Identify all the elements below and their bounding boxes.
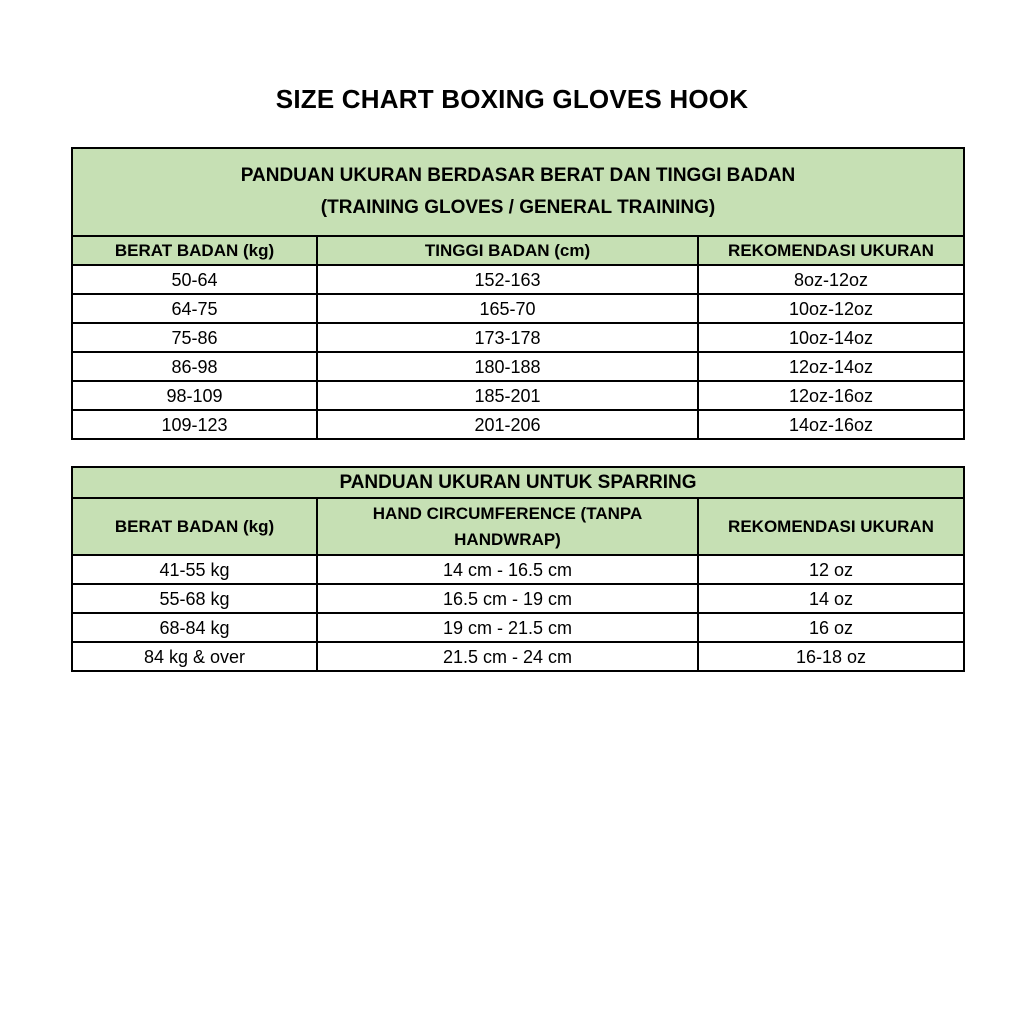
height-cell: 173-178 — [317, 323, 698, 352]
size-cell: 12 oz — [698, 555, 964, 584]
training-size-table — [71, 147, 965, 440]
table-row — [72, 381, 964, 410]
table-row — [72, 352, 964, 381]
training-table-title-line1: PANDUAN UKURAN BERDASAR BERAT DAN TINGGI BADAN — [240, 165, 796, 186]
size-cell: 12oz-16oz — [698, 381, 964, 410]
training-table-title-row — [72, 148, 964, 236]
column-header-recommended-size: REKOMENDASI UKURAN — [698, 236, 964, 265]
hand-circumference-cell: 16.5 cm - 19 cm — [317, 584, 698, 613]
table-row — [72, 265, 964, 294]
column-header-recommended-size: REKOMENDASI UKURAN — [698, 498, 964, 555]
column-header-height: TINGGI BADAN (cm) — [317, 236, 698, 265]
size-cell: 14 oz — [698, 584, 964, 613]
size-cell: 10oz-12oz — [698, 294, 964, 323]
sparring-table-title-row — [72, 467, 964, 498]
table-row — [72, 555, 964, 584]
weight-cell: 55-68 kg — [72, 584, 317, 613]
training-table-title — [72, 148, 964, 236]
column-header-weight: BERAT BADAN (kg) — [72, 236, 317, 265]
size-cell: 16 oz — [698, 613, 964, 642]
table-row — [72, 613, 964, 642]
column-header-hand-circumference — [317, 498, 698, 555]
hand-circumference-cell: 21.5 cm - 24 cm — [317, 642, 698, 671]
table-row — [72, 294, 964, 323]
training-table-title-line2: (TRAINING GLOVES / GENERAL TRAINING) — [320, 197, 716, 218]
height-cell: 201-206 — [317, 410, 698, 439]
weight-cell: 75-86 — [72, 323, 317, 352]
weight-cell: 64-75 — [72, 294, 317, 323]
table-row — [72, 323, 964, 352]
hand-circumference-cell: 14 cm - 16.5 cm — [317, 555, 698, 584]
size-cell: 10oz-14oz — [698, 323, 964, 352]
size-cell: 16-18 oz — [698, 642, 964, 671]
weight-cell: 41-55 kg — [72, 555, 317, 584]
sparring-table-header-row — [72, 498, 964, 555]
weight-cell: 50-64 — [72, 265, 317, 294]
sparring-table-title: PANDUAN UKURAN UNTUK SPARRING — [72, 467, 964, 498]
table-row — [72, 584, 964, 613]
hand-circumference-header-line2: HANDWRAP) — [454, 529, 561, 549]
sparring-size-table — [71, 466, 965, 672]
size-cell: 14oz-16oz — [698, 410, 964, 439]
height-cell: 152-163 — [317, 265, 698, 294]
weight-cell: 68-84 kg — [72, 613, 317, 642]
height-cell: 165-70 — [317, 294, 698, 323]
size-cell: 8oz-12oz — [698, 265, 964, 294]
hand-circumference-cell: 19 cm - 21.5 cm — [317, 613, 698, 642]
height-cell: 185-201 — [317, 381, 698, 410]
size-cell: 12oz-14oz — [698, 352, 964, 381]
page-title: SIZE CHART BOXING GLOVES HOOK — [275, 84, 749, 114]
weight-cell: 98-109 — [72, 381, 317, 410]
weight-cell: 86-98 — [72, 352, 317, 381]
height-cell: 180-188 — [317, 352, 698, 381]
table-row — [72, 642, 964, 671]
weight-cell: 109-123 — [72, 410, 317, 439]
weight-cell: 84 kg & over — [72, 642, 317, 671]
table-row — [72, 410, 964, 439]
training-table-header-row — [72, 236, 964, 265]
hand-circumference-header-line1: HAND CIRCUMFERENCE (TANPA — [372, 503, 643, 523]
column-header-weight: BERAT BADAN (kg) — [72, 498, 317, 555]
